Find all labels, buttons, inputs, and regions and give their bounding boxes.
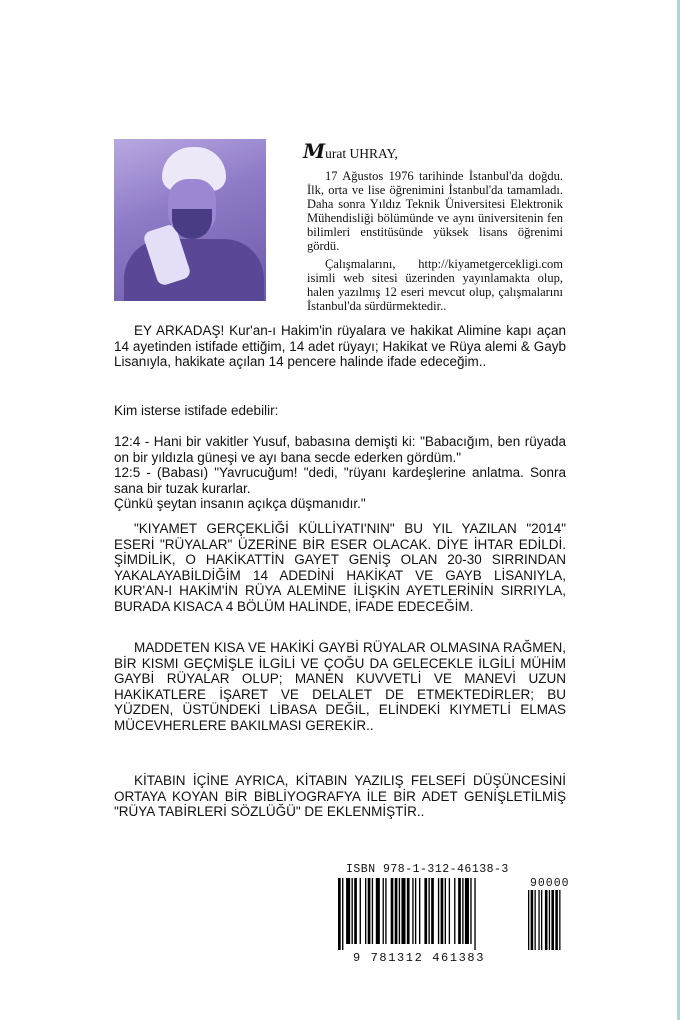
- barcode-bar: [438, 878, 439, 944]
- barcode-bar: [415, 878, 416, 944]
- barcode: [336, 878, 568, 950]
- barcode-bar: [372, 878, 373, 944]
- barcode-bar: [376, 878, 380, 944]
- barcode-bar: [470, 878, 471, 944]
- barcode-bar: [419, 878, 420, 944]
- isbn-addon: 90000: [530, 877, 570, 890]
- barcode-bar: [462, 878, 463, 944]
- barcode-bar: [401, 878, 405, 944]
- barcode-bar: [360, 878, 361, 944]
- verse-quote: [114, 434, 566, 512]
- barcode-addon-bar: [555, 890, 558, 950]
- barcode-bar: [385, 878, 386, 944]
- barcode-addon-bar: [528, 890, 529, 950]
- barcode-addon-bar: [549, 890, 550, 950]
- barcode-bar: [428, 878, 429, 944]
- barcode-bar: [458, 878, 461, 944]
- barcode-addon-bar: [531, 890, 534, 950]
- barcode-addon-bar: [545, 890, 548, 950]
- barcode-addon-bar: [541, 890, 542, 950]
- barcode-bar: [407, 878, 410, 944]
- barcode-bar: [449, 878, 450, 944]
- isbn-label: ISBN 978-1-312-46138-3: [346, 863, 509, 876]
- barcode-bar: [395, 878, 398, 944]
- barcode-addon-bar: [538, 890, 539, 950]
- barcode-addon-bar: [559, 890, 560, 950]
- barcode-bar: [352, 878, 353, 944]
- barcode-addon-bar: [535, 890, 536, 950]
- barcode-bar: [474, 878, 475, 950]
- barcode-bar: [368, 878, 371, 944]
- barcode-bar: [412, 878, 413, 944]
- barcode-bar: [399, 878, 400, 944]
- barcode-digits: 9 781312 461383: [353, 951, 486, 965]
- appendix-paragraph: KİTABIN İÇİNE AYRICA, KİTABIN YAZILIŞ FELSEFİ DÜŞÜNCESİNİ ORTAYA KOYAN BİR BİBLİYOGRAFYA İLE BİR ADET GENİŞLETİLMİŞ "RÜYA TABİRLERİ SÖZLÜĞÜ" DE EKLENMİŞTİR..: [114, 773, 566, 819]
- verse-12-4: 12:4 - Hani bir vakitler Yusuf, babasına demişti ki: "Babacığım, ben rüyada on bir yıldızla güneşi ve ayı bana secde ederken gördüm.": [114, 434, 566, 465]
- barcode-addon-bar: [551, 890, 554, 950]
- bio-paragraph-2: Çalışmalarını, http://kiyametgercekligi.com isimli web sitesi üzerinden yayınlamakta olup, halen yazılmış 12 eseri mevcut olup, çalışmalarını İstanbul'da sürdürmektedir..: [307, 257, 563, 313]
- verse-12-5: 12:5 - (Babası) "Yavrucuğum! "dedi, "rüyanı kardeşlerine anlatma. Sonra sana bir tuzak kurarlar.: [114, 465, 566, 496]
- barcode-bar: [383, 878, 384, 944]
- barcode-bar: [354, 878, 357, 944]
- barcode-bar: [445, 878, 446, 944]
- invitation-line: Kim isterse istifade edebilir:: [114, 403, 279, 418]
- barcode-bar: [365, 878, 366, 944]
- dreams-paragraph: MADDETEN KISA VE HAKİKİ GAYBİ RÜYALAR OLMASINA RAĞMEN, BİR KISMI GEÇMİŞLE İLGİLİ VE ÇOĞU DA GELECEKLE İLGİLİ MÜHİM GAYBİ RÜYALAR OLUP; MANEN KUVVETLİ VE MANEVİ UZUN HAKİKATLERE İŞARET VE DELALET DE ETMEKTEDİRLER; BU YÜZDEN, ÜSTÜNDEKİ LİBASA DEĞİL, ELİNDEKİ KIYMETLİ ELMAS MÜCEVHERLERE BAKILMASI GEREKİR..: [114, 640, 566, 733]
- barcode-bar: [338, 878, 341, 950]
- author-bio: [303, 139, 563, 313]
- verse-12-5-end: Çünkü şeytan insanın açıkça düşmanıdır.": [114, 496, 366, 511]
- announcement-paragraph: "KIYAMET GERÇEKLİĞİ KÜLLİYATI'NIN" BU YIL YAZILAN "2014" ESERİ "RÜYALAR" ÜZERİNE BİR ESER OLACAK. DİYE İHTAR EDİLDİ. ŞİMDİLİK, O HAKİKATTİN GAYET GENİŞ OLAN 20-30 SIRRINDAN YAKALAYABİLDİĞİM 14 ADEDİNİ HAKİKAT VE GAYB LİSANIYLA, KUR'AN-I HAKİM'İN RÜYA ALEMİNE İLİŞKİN AYETLERİNİN SIRRIYLA, BURADA KISACA 4 BÖLÜM HALİNDE, İFADE EDECEĞİM.: [114, 521, 566, 614]
- barcode-bar: [342, 878, 343, 950]
- barcode-bar: [424, 878, 427, 944]
- barcode-bar: [346, 878, 350, 944]
- bio-paragraph-1: 17 Ağustos 1976 tarihinde İstanbul'da doğdu. İlk, orta ve lise öğrenimini İstanbul'da tamamladı. Daha sonra Yıldız Teknik Üniversitesi Elektronik Mühendisliği bölümünde ve aynı üniversitenin fen bilimleri enstitüsünde yüksek lisans öğrenimi gördü.: [307, 169, 563, 253]
- barcode-bar: [391, 878, 394, 944]
- author-photo: [114, 139, 266, 301]
- author-name: Murat UHRAY,: [303, 139, 398, 163]
- barcode-bar: [454, 878, 455, 944]
- intro-paragraph: EY ARKADAŞ! Kur'an-ı Hakim'in rüyalara ve hakikat Alimine kapı açan 14 ayetinden istifade ettiğim, 14 adet rüyayı; Hakikat ve Rüya alemi & Gayb Lisanıyla, hakikate açılan 14 pencere halinde ifade edeceğim..: [114, 323, 566, 369]
- barcode-bar: [431, 878, 434, 944]
- barcode-bar: [465, 878, 469, 944]
- barcode-bar: [441, 878, 444, 944]
